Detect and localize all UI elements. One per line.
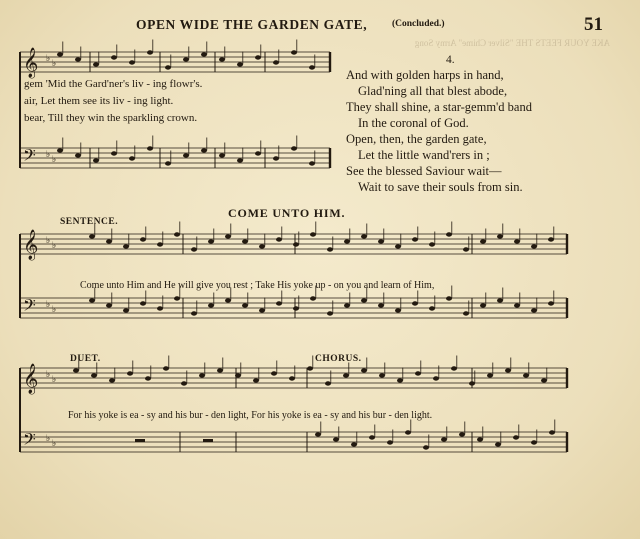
hymn-three-treble-clef-icon: 𝄞 [23, 364, 39, 394]
hymn-two-bass-notehead [310, 296, 316, 300]
hymn-two-treble-notehead [480, 239, 486, 243]
hymn-three-treble-notehead [379, 373, 385, 377]
verse-line-1: And with golden harps in hand, [346, 68, 504, 82]
hymn-one-bass-notehead [57, 148, 63, 152]
hymn-three-bass-notehead [351, 442, 357, 446]
hymn-three-bass-notehead [441, 437, 447, 441]
hymn-two-bass-key-flat-icon: ♭ [46, 300, 51, 310]
hymn-one-bass-notehead [93, 158, 99, 162]
stanza-number: 4. [446, 54, 455, 66]
hymn-one-treble-notehead [237, 62, 243, 66]
hymn-three-bass-key-flat-icon: ♭ [46, 434, 51, 444]
hymn-two-treble-notehead [123, 244, 129, 248]
hymn-one-treble-notehead [291, 50, 297, 54]
duet-label: DUET. [70, 354, 101, 364]
hymn-two-bass-notehead [225, 298, 231, 302]
show-through-text: AKE YOUR FEETS THE "Silver Chime" Army Song [414, 38, 610, 48]
verse-line-6: Let the little wand'rers in ; [358, 148, 490, 162]
hymn-three-treble-notehead [235, 373, 241, 377]
verse-line-4: In the coronal of God. [358, 116, 469, 130]
hymn-two-treble-notehead [174, 232, 180, 236]
hymn-three-treble-notehead [541, 378, 547, 382]
verse-line-2: Glad'ning all that blest abode, [358, 84, 508, 98]
hymn-one-lyric-line-1: gem 'Mid the Gard'ner's liv - ing flowr's. [24, 78, 203, 90]
chorus-label: CHORUS. [315, 354, 362, 364]
hymn-two-treble-notehead [429, 242, 435, 246]
hymn-one-lyric-line-3: bear, Till they win the sparkling crown. [24, 112, 198, 124]
hymn-two-treble-notehead [106, 239, 112, 243]
hymn-three-treble-notehead [361, 368, 367, 372]
hymn-three-bass-clef-icon: 𝄢 [23, 429, 36, 453]
hymn-two-treble-key-flat-icon: ♭ [52, 241, 57, 251]
hymn-three-treble-key-flat-icon: ♭ [52, 375, 57, 385]
hymn-two-treble-notehead [361, 234, 367, 238]
hymn-one-treble-notehead [183, 57, 189, 61]
hymn-one-treble-notehead [93, 62, 99, 66]
hymn-two-treble-notehead [225, 234, 231, 238]
hymn-one-bass-notehead [201, 148, 207, 152]
hymn-two-treble-notehead [412, 237, 418, 241]
hymn-three-treble-notehead [343, 373, 349, 377]
hymn-two-bass-notehead [242, 303, 248, 307]
hymn-two-treble-notehead [293, 242, 299, 246]
hymn-two-treble-notehead [242, 239, 248, 243]
hymn-one-treble-notehead [75, 57, 81, 61]
running-title-note: (Concluded.) [392, 19, 445, 29]
hymn-two-treble-notehead [208, 239, 214, 243]
hymn-two-bass-notehead [480, 303, 486, 307]
hymn-two-treble-notehead [514, 239, 520, 243]
hymn-two-treble-notehead [378, 239, 384, 243]
hymn-one-bass-notehead [255, 151, 261, 155]
hymn-two-bass-notehead [378, 303, 384, 307]
hymn-one-bass-notehead [273, 156, 279, 160]
hymn-one-treble-notehead [273, 60, 279, 64]
hymn-three-treble-key-flat-icon: ♭ [46, 370, 51, 380]
hymn-three-treble-notehead [505, 368, 511, 372]
running-title: OPEN WIDE THE GARDEN GATE, [136, 17, 368, 32]
hymn-three-treble-notehead [199, 373, 205, 377]
hymn-one-bass-notehead [147, 146, 153, 150]
hymn-one-bass-notehead [309, 161, 315, 165]
verse-line-5: Open, then, the garden gate, [346, 132, 487, 146]
hymn-one-treble-notehead [165, 65, 171, 69]
hymn-three-bass-notehead [369, 435, 375, 439]
hymn-three-treble-notehead [271, 371, 277, 375]
hymn-two-bass-notehead [106, 303, 112, 307]
hymn-one-bass-notehead [75, 153, 81, 157]
hymn-three-bass-notehead [495, 442, 501, 446]
hymn-two-treble-notehead [463, 247, 469, 251]
hymn-three-treble-notehead [163, 366, 169, 370]
hymn-one-treble-key-flat-icon: ♭ [46, 54, 51, 64]
hymn-two-bass-notehead [344, 303, 350, 307]
hymn-one-bass-key-flat-icon: ♭ [46, 150, 51, 160]
hymn-three-bass-notehead [549, 430, 555, 434]
hymn-two-treble-notehead [259, 244, 265, 248]
hymn-two-treble-clef-icon: 𝄞 [23, 230, 39, 260]
hymn-three-bass-notehead [333, 437, 339, 441]
hymn-two-treble-notehead [276, 237, 282, 241]
hymn-three-treble-notehead [73, 368, 79, 372]
hymn-two-bass-notehead [276, 301, 282, 305]
hymn-two-treble-notehead [157, 242, 163, 246]
whole-rest-icon [135, 439, 145, 442]
hymn-two-bass-notehead [191, 311, 197, 315]
hymn-two-bass-notehead [395, 308, 401, 312]
hymn-one-treble-notehead [309, 65, 315, 69]
hymn-one-bass-notehead [291, 146, 297, 150]
hymn-two-bass-notehead [463, 311, 469, 315]
hymn-two-treble-notehead [548, 237, 554, 241]
hymn-two-bass-notehead [157, 306, 163, 310]
hymn-two-treble-notehead [497, 234, 503, 238]
hymn-two-bass-notehead [412, 301, 418, 305]
hymn-two-treble-notehead [531, 244, 537, 248]
hymn-one-treble-clef-icon: 𝄞 [23, 48, 39, 78]
hymn-three-bass-notehead [405, 430, 411, 434]
hymn-three-treble-notehead [415, 371, 421, 375]
hymn-three-treble-notehead [289, 376, 295, 380]
hymn-two-bass-notehead [361, 298, 367, 302]
hymn-two-bass-notehead [259, 308, 265, 312]
hymn-three-treble-notehead [487, 373, 493, 377]
verse-line-7: See the blessed Saviour wait— [346, 164, 502, 178]
hymn-three-bass-notehead [513, 435, 519, 439]
hymn-three-bass-notehead [423, 445, 429, 449]
hymn-three-treble-notehead [523, 373, 529, 377]
hymn-one-treble-notehead [201, 52, 207, 56]
hymn-two-bass-key-flat-icon: ♭ [52, 305, 57, 315]
hymn-three-treble-notehead [397, 378, 403, 382]
hymn-two-treble-notehead [327, 247, 333, 251]
hymn-two-bass-notehead [531, 308, 537, 312]
hymn-three-bass-notehead [477, 437, 483, 441]
hymn-two-bass-notehead [89, 298, 95, 302]
hymn-one-treble-notehead [255, 55, 261, 59]
page-number: 51 [584, 14, 603, 35]
hymn-two-lyric: Come unto Him and He will give you rest ; Take His yoke up - on you and learn of Him, [80, 280, 435, 291]
hymn-three-bass-notehead [387, 440, 393, 444]
hymn-two-treble-notehead [89, 234, 95, 238]
hymn-three-treble-notehead [109, 378, 115, 382]
hymn-one-bass-notehead [165, 161, 171, 165]
hymn-one-bass-clef-icon: 𝄢 [23, 145, 36, 169]
hymn-one-lyric-line-2: air, Let them see its liv - ing light. [24, 95, 174, 107]
hymn-two-bass-notehead [514, 303, 520, 307]
hymn-one-bass-key-flat-icon: ♭ [52, 155, 57, 165]
hymn-two-bass-clef-icon: 𝄢 [23, 295, 36, 319]
hymn-three-bass-notehead [531, 440, 537, 444]
hymn-three-bass-notehead [459, 432, 465, 436]
hymn-two-bass-notehead [293, 306, 299, 310]
hymn-one-bass-notehead [219, 153, 225, 157]
hymn-three-bass-notehead [315, 432, 321, 436]
hymn-two-bass-notehead [429, 306, 435, 310]
hymn-two-treble-notehead [344, 239, 350, 243]
hymn-three-treble-notehead [325, 381, 331, 385]
hymn-two-treble-notehead [446, 232, 452, 236]
hymn-two-bass-notehead [208, 303, 214, 307]
hymn-one-treble-notehead [129, 60, 135, 64]
hymn-three-treble-notehead [253, 378, 259, 382]
verse-line-3: They shall shine, a star-gemm'd band [346, 100, 532, 114]
hymn-one-bass-notehead [237, 158, 243, 162]
hymn-two-bass-notehead [327, 311, 333, 315]
hymn-three-treble-notehead [433, 376, 439, 380]
hymn-one-treble-key-flat-icon: ♭ [52, 59, 57, 69]
hymn-three-treble-notehead [469, 381, 475, 385]
hymn-one-treble-notehead [111, 55, 117, 59]
hymn-two-bass-notehead [140, 301, 146, 305]
hymn-two-title: COME UNTO HIM. [228, 206, 346, 220]
hymn-two-treble-notehead [140, 237, 146, 241]
hymn-one-bass-notehead [111, 151, 117, 155]
hymn-three-treble-notehead [181, 381, 187, 385]
hymn-two-treble-key-flat-icon: ♭ [46, 236, 51, 246]
hymn-one-treble-notehead [57, 52, 63, 56]
hymn-one-treble-notehead [147, 50, 153, 54]
hymn-two-treble-notehead [395, 244, 401, 248]
hymn-two-bass-notehead [123, 308, 129, 312]
hymn-three-bass-key-flat-icon: ♭ [52, 439, 57, 449]
hymn-three-treble-notehead [217, 368, 223, 372]
hymn-two-treble-notehead [191, 247, 197, 251]
hymn-three-treble-notehead [91, 373, 97, 377]
hymn-three-treble-notehead [451, 366, 457, 370]
whole-rest-icon [203, 439, 213, 442]
hymn-three-treble-notehead [127, 371, 133, 375]
hymn-two-bass-notehead [174, 296, 180, 300]
sentence-label: SENTENCE. [60, 217, 119, 227]
hymn-two-treble-notehead [310, 232, 316, 236]
hymn-two-bass-notehead [497, 298, 503, 302]
hymn-one-bass-notehead [183, 153, 189, 157]
hymn-three-treble-notehead [145, 376, 151, 380]
hymn-two-bass-notehead [446, 296, 452, 300]
hymn-one-treble-notehead [219, 57, 225, 61]
verse-line-8: Wait to save their souls from sin. [358, 180, 523, 194]
hymn-three-treble-notehead [307, 366, 313, 370]
hymn-two-bass-notehead [548, 301, 554, 305]
hymn-three-lyric: For his yoke is ea - sy and his bur - den light, For his yoke is ea - sy and his bur - den light. [68, 410, 433, 421]
hymn-one-bass-notehead [129, 156, 135, 160]
